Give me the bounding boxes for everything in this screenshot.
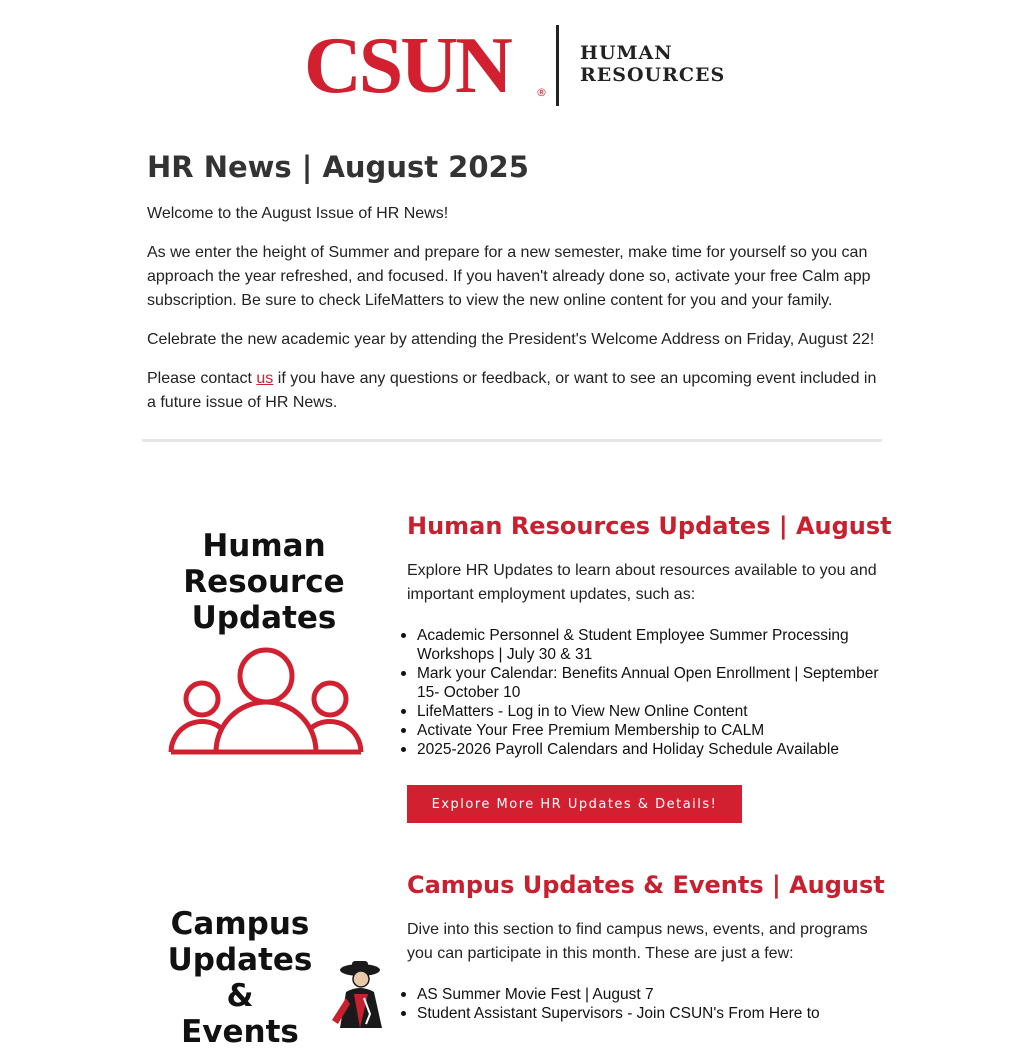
campus-updates-image[interactable]	[160, 906, 385, 1050]
hr-updates-image[interactable]	[160, 528, 385, 788]
logo-department	[580, 42, 725, 86]
list-item[interactable]: LifeMatters - Log in to View New Online Content	[417, 702, 887, 721]
list-item[interactable]: Mark your Calendar: Benefits Annual Open Enrollment | September 15- October 10	[417, 664, 887, 702]
list-item[interactable]: 2025-2026 Payroll Calendars and Holiday Schedule Available	[417, 740, 887, 759]
hr-image-line1: Human	[202, 528, 326, 564]
header	[0, 0, 1024, 120]
registered-mark: ®	[536, 86, 547, 99]
campus-section-intro: Dive into this section to find campus news, events, and programs you can participate in this month. These are just a few:	[407, 921, 868, 962]
hr-image-caption	[159, 528, 369, 636]
campus-image-line3: &	[226, 978, 254, 1014]
matador-mascot-icon	[320, 958, 386, 1028]
contact-text-before: Please contact	[147, 370, 257, 387]
hr-updates-list	[407, 626, 887, 759]
intro-paragraph-1: As we enter the height of Summer and prepare for a new semester, make time for yourself so you can approach the year refreshed, and focused. If you haven't already done so, activate your free Calm app subscription. Be sure to check LifeMatters to view the new online content for you and your family.	[147, 244, 871, 309]
campus-section-title[interactable]: Campus Updates & Events | August	[407, 871, 885, 899]
section-divider	[142, 439, 882, 442]
campus-image-line2: Updates	[167, 942, 313, 978]
logo-department-line2: RESOURCES	[580, 64, 726, 86]
list-item[interactable]: Student Assistant Supervisors - Join CSUN's From Here to	[417, 1004, 887, 1023]
campus-image-line1: Campus	[170, 906, 310, 942]
welcome-text: Welcome to the August Issue of HR News!	[147, 205, 449, 222]
list-item[interactable]: Activate Your Free Premium Membership to CALM	[417, 721, 887, 740]
hr-section-title[interactable]: Human Resources Updates | August	[407, 512, 892, 540]
explore-hr-updates-button[interactable]: Explore More HR Updates & Details!	[407, 785, 742, 823]
campus-image-line4: Events	[181, 1014, 299, 1050]
page-title: HR News | August 2025	[147, 150, 529, 184]
contact-paragraph	[147, 367, 882, 415]
campus-updates-list	[407, 985, 887, 1023]
logo-divider	[556, 25, 559, 106]
hr-image-line3: Updates	[191, 600, 337, 636]
logo-department-line1: HUMAN	[580, 42, 673, 64]
campus-image-caption	[130, 906, 350, 1050]
contact-text-after: if you have any questions or feedback, or want to see an upcoming event included in a future issue of HR News.	[147, 370, 877, 411]
hr-image-line2: Resource	[183, 564, 345, 600]
contact-us-link[interactable]: us	[256, 370, 274, 387]
list-item[interactable]: AS Summer Movie Fest | August 7	[417, 985, 887, 1004]
list-item[interactable]: Academic Personnel & Student Employee Summer Processing Workshops | July 30 & 31	[417, 626, 887, 664]
hr-section-intro: Explore HR Updates to learn about resources available to you and important employment updates, such as:	[407, 562, 877, 603]
csun-logo[interactable]: CSUN	[304, 22, 510, 110]
people-group-icon	[168, 646, 364, 758]
intro-paragraph-2: Celebrate the new academic year by attending the President's Welcome Address on Friday, August 22!	[147, 331, 875, 348]
